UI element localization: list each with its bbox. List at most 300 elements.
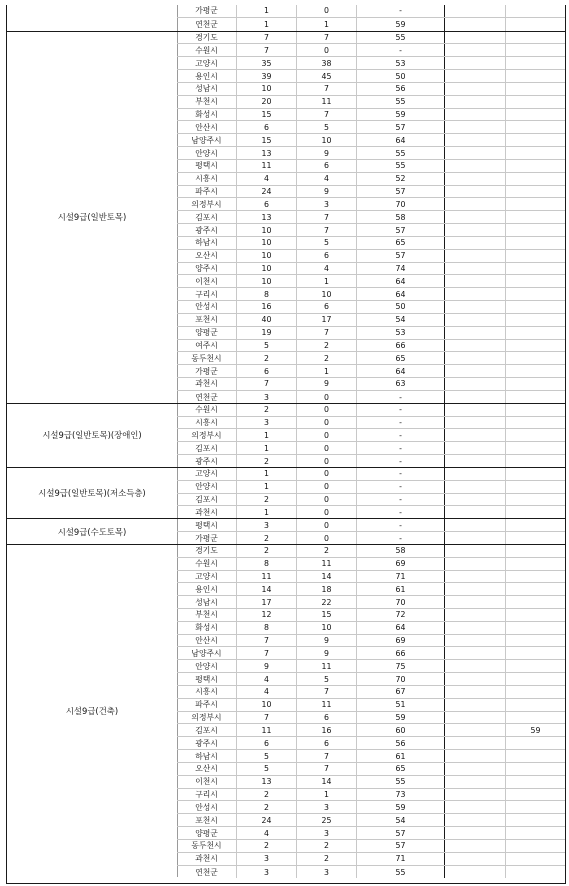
extra-col-1-cell (445, 5, 506, 17)
applicants-cell: 5 (237, 340, 297, 352)
region-cell: 성남시 (177, 596, 237, 608)
cutoff-score-cell: 64 (357, 365, 445, 377)
table-row (177, 109, 565, 122)
passed-cell: 7 (297, 763, 357, 775)
extra-col-1-cell (445, 288, 506, 300)
extra-col-1-cell (445, 724, 506, 736)
applicants-cell: 15 (237, 134, 297, 146)
passed-cell: 2 (297, 545, 357, 557)
applicants-cell: 2 (237, 545, 297, 557)
region-cell: 김포시 (177, 211, 237, 223)
applicants-cell: 19 (237, 327, 297, 339)
table-row (177, 583, 565, 596)
table-group (7, 518, 565, 544)
region-cell: 용인시 (177, 583, 237, 595)
cutoff-score-cell: 69 (357, 635, 445, 647)
passed-cell: 0 (297, 391, 357, 404)
passed-cell: 14 (297, 776, 357, 788)
passed-cell: 2 (297, 840, 357, 852)
applicants-cell: 1 (237, 442, 297, 454)
table-row (177, 327, 565, 340)
applicants-cell: 2 (237, 404, 297, 416)
extra-col-1-cell (445, 519, 506, 531)
extra-col-2-cell (506, 44, 565, 56)
cutoff-score-cell: 65 (357, 352, 445, 364)
passed-cell: 11 (297, 660, 357, 672)
region-cell: 안성시 (177, 301, 237, 313)
table-row (177, 673, 565, 686)
region-cell: 양평군 (177, 327, 237, 339)
table-row (177, 801, 565, 814)
table-row (177, 699, 565, 712)
extra-col-1-cell (445, 558, 506, 570)
region-cell: 화성시 (177, 109, 237, 121)
extra-col-1-cell (445, 571, 506, 583)
cutoff-score-cell: - (357, 519, 445, 531)
applicants-cell: 10 (237, 263, 297, 275)
exam-category-label (7, 5, 178, 31)
extra-col-1-cell (445, 18, 506, 31)
applicants-cell: 10 (237, 275, 297, 287)
passed-cell: 10 (297, 288, 357, 300)
extra-col-1-cell (445, 275, 506, 287)
region-cell: 안양시 (177, 660, 237, 672)
region-cell: 의정부시 (177, 429, 237, 441)
extra-col-1-cell (445, 840, 506, 852)
extra-col-2-cell (506, 32, 565, 44)
region-cell: 가평군 (177, 532, 237, 545)
passed-cell: 3 (297, 198, 357, 210)
region-cell: 연천군 (177, 391, 237, 404)
applicants-cell: 24 (237, 186, 297, 198)
exam-category-label: 시설9급(건축) (7, 545, 178, 878)
applicants-cell: 15 (237, 109, 297, 121)
extra-col-2-cell (506, 622, 565, 634)
table-row (177, 70, 565, 83)
cutoff-score-cell: 64 (357, 622, 445, 634)
passed-cell: 9 (297, 647, 357, 659)
extra-col-1-cell (445, 827, 506, 839)
cutoff-score-cell: 55 (357, 160, 445, 172)
extra-col-2-cell (506, 134, 565, 146)
region-cell: 양평군 (177, 827, 237, 839)
passed-cell: 7 (297, 32, 357, 44)
cutoff-score-cell: 67 (357, 686, 445, 698)
cutoff-score-cell: 56 (357, 83, 445, 95)
applicants-cell: 5 (237, 750, 297, 762)
table-row (177, 609, 565, 622)
cutoff-score-cell: 58 (357, 211, 445, 223)
cutoff-score-cell: - (357, 429, 445, 441)
cutoff-score-cell: 64 (357, 134, 445, 146)
region-cell: 과천시 (177, 506, 237, 519)
extra-col-1-cell (445, 699, 506, 711)
extra-col-2-cell (506, 468, 565, 480)
applicants-cell: 13 (237, 211, 297, 223)
table-row (177, 866, 565, 879)
extra-col-1-cell (445, 96, 506, 108)
cutoff-score-cell: 66 (357, 647, 445, 659)
cutoff-score-cell: 57 (357, 250, 445, 262)
region-cell: 수원시 (177, 404, 237, 416)
extra-col-1-cell (445, 673, 506, 685)
region-cell: 경기도 (177, 545, 237, 557)
extra-col-2-cell (506, 737, 565, 749)
region-cell: 구리시 (177, 288, 237, 300)
passed-cell: 5 (297, 673, 357, 685)
applicants-cell: 1 (237, 5, 297, 17)
table-row (177, 571, 565, 584)
table-row (177, 5, 565, 18)
table-row (177, 686, 565, 699)
table-group (7, 403, 565, 467)
extra-col-1-cell (445, 481, 506, 493)
applicants-cell: 2 (237, 532, 297, 545)
region-cell: 수원시 (177, 44, 237, 56)
applicants-cell: 10 (237, 237, 297, 249)
passed-cell: 0 (297, 532, 357, 545)
region-cell: 의정부시 (177, 712, 237, 724)
applicants-cell: 20 (237, 96, 297, 108)
passed-cell: 7 (297, 109, 357, 121)
table-row (177, 789, 565, 802)
extra-col-2-cell (506, 763, 565, 775)
applicants-cell: 6 (237, 737, 297, 749)
region-cell: 연천군 (177, 866, 237, 879)
applicants-cell: 3 (237, 519, 297, 531)
extra-col-2-cell (506, 519, 565, 531)
passed-cell: 2 (297, 352, 357, 364)
passed-cell: 1 (297, 365, 357, 377)
table-row (177, 18, 565, 31)
extra-col-1-cell (445, 121, 506, 133)
extra-col-2-cell (506, 314, 565, 326)
region-cell: 광주시 (177, 737, 237, 749)
extra-col-1-cell (445, 365, 506, 377)
passed-cell: 0 (297, 44, 357, 56)
extra-col-1-cell (445, 404, 506, 416)
passed-cell: 9 (297, 147, 357, 159)
table-row (177, 198, 565, 211)
extra-col-2-cell: 59 (530, 725, 541, 735)
region-cell: 양주시 (177, 263, 237, 275)
extra-col-1-cell (445, 301, 506, 313)
region-cell: 포천시 (177, 314, 237, 326)
extra-col-2-cell (506, 789, 565, 801)
passed-cell: 11 (297, 96, 357, 108)
extra-col-2-cell (506, 250, 565, 262)
region-cell: 파주시 (177, 699, 237, 711)
table-row (177, 83, 565, 96)
table-row (177, 352, 565, 365)
extra-col-2-cell (506, 121, 565, 133)
extra-col-2-cell (506, 70, 565, 82)
cutoff-score-cell: 65 (357, 237, 445, 249)
table-row (177, 481, 565, 494)
cutoff-score-cell: 57 (357, 827, 445, 839)
region-cell: 평택시 (177, 519, 237, 531)
results-table (6, 5, 566, 884)
extra-col-1-cell (445, 378, 506, 390)
extra-col-1-cell (445, 70, 506, 82)
table-row (177, 853, 565, 866)
region-cell: 구리시 (177, 789, 237, 801)
passed-cell: 6 (297, 160, 357, 172)
extra-col-2-cell (506, 647, 565, 659)
extra-col-1-cell (445, 109, 506, 121)
table-group (7, 5, 565, 31)
region-cell: 연천군 (177, 18, 237, 31)
region-cell: 용인시 (177, 70, 237, 82)
table-row (177, 724, 565, 737)
cutoff-score-cell: 50 (357, 301, 445, 313)
region-cell: 고양시 (177, 571, 237, 583)
applicants-cell: 16 (237, 301, 297, 313)
passed-cell: 1 (297, 789, 357, 801)
passed-cell: 9 (297, 186, 357, 198)
applicants-cell: 10 (237, 250, 297, 262)
table-row (177, 186, 565, 199)
extra-col-1-cell (445, 468, 506, 480)
extra-col-1-cell (445, 609, 506, 621)
table-row (177, 44, 565, 57)
passed-cell: 10 (297, 134, 357, 146)
passed-cell: 5 (297, 237, 357, 249)
cutoff-score-cell: 61 (357, 583, 445, 595)
extra-col-1-cell (445, 583, 506, 595)
cutoff-score-cell: 58 (357, 545, 445, 557)
extra-col-1-cell (445, 750, 506, 762)
applicants-cell: 1 (237, 481, 297, 493)
cutoff-score-cell: 69 (357, 558, 445, 570)
applicants-cell: 11 (237, 724, 297, 736)
region-cell: 광주시 (177, 224, 237, 236)
applicants-cell: 8 (237, 288, 297, 300)
cutoff-score-cell: 60 (357, 724, 445, 736)
applicants-cell: 3 (237, 853, 297, 865)
region-cell: 오산시 (177, 763, 237, 775)
region-cell: 가평군 (177, 365, 237, 377)
cutoff-score-cell: - (357, 404, 445, 416)
exam-category-label: 시설9급(일반토목)(장애인) (7, 404, 178, 467)
extra-col-2-cell (506, 301, 565, 313)
extra-col-1-cell (445, 494, 506, 506)
table-row (177, 545, 565, 558)
table-row (177, 404, 565, 417)
extra-col-1-cell (445, 776, 506, 788)
passed-cell: 0 (297, 506, 357, 519)
applicants-cell: 8 (237, 622, 297, 634)
region-cell: 성남시 (177, 83, 237, 95)
table-row (177, 840, 565, 853)
extra-col-2-cell (506, 263, 565, 275)
applicants-cell: 10 (237, 83, 297, 95)
applicants-cell: 39 (237, 70, 297, 82)
cutoff-score-cell: 55 (357, 776, 445, 788)
passed-cell: 10 (297, 622, 357, 634)
cutoff-score-cell: 57 (357, 186, 445, 198)
extra-col-1-cell (445, 250, 506, 262)
passed-cell: 1 (297, 18, 357, 31)
cutoff-score-cell: - (357, 417, 445, 429)
passed-cell: 0 (297, 481, 357, 493)
passed-cell: 5 (297, 121, 357, 133)
applicants-cell: 2 (237, 455, 297, 468)
table-row (177, 622, 565, 635)
extra-col-1-cell (445, 327, 506, 339)
extra-col-2-cell (506, 417, 565, 429)
extra-col-1-cell (445, 44, 506, 56)
extra-col-2-cell (506, 596, 565, 608)
applicants-cell: 10 (237, 224, 297, 236)
cutoff-score-cell: 70 (357, 596, 445, 608)
table-row (177, 301, 565, 314)
region-cell: 부천시 (177, 609, 237, 621)
extra-col-2-cell (506, 211, 565, 223)
extra-col-2-cell (506, 404, 565, 416)
extra-col-1-cell (445, 596, 506, 608)
extra-col-1-cell (445, 429, 506, 441)
extra-col-2-cell (506, 288, 565, 300)
cutoff-score-cell: 55 (357, 32, 445, 44)
region-cell: 수원시 (177, 558, 237, 570)
region-cell: 하남시 (177, 237, 237, 249)
extra-col-2-cell (506, 378, 565, 390)
cutoff-score-cell: - (357, 5, 445, 17)
extra-col-2-cell (506, 609, 565, 621)
cutoff-score-cell: 72 (357, 609, 445, 621)
passed-cell: 7 (297, 211, 357, 223)
extra-col-2-cell (506, 776, 565, 788)
cutoff-score-cell: 54 (357, 314, 445, 326)
table-row (177, 814, 565, 827)
passed-cell: 18 (297, 583, 357, 595)
applicants-cell: 1 (237, 506, 297, 519)
region-cell: 김포시 (177, 494, 237, 506)
extra-col-1-cell (445, 763, 506, 775)
table-row (177, 378, 565, 391)
region-cell: 광주시 (177, 455, 237, 468)
passed-cell: 0 (297, 404, 357, 416)
extra-col-1-cell (445, 789, 506, 801)
cutoff-score-cell: 70 (357, 673, 445, 685)
passed-cell: 22 (297, 596, 357, 608)
extra-col-1-cell (445, 866, 506, 879)
passed-cell: 11 (297, 558, 357, 570)
passed-cell: 17 (297, 314, 357, 326)
exam-category-label: 시설9급(일반토목) (7, 32, 178, 403)
applicants-cell: 8 (237, 558, 297, 570)
cutoff-score-cell: 59 (357, 801, 445, 813)
table-row (177, 237, 565, 250)
extra-col-2-cell (506, 660, 565, 672)
cutoff-score-cell: 53 (357, 57, 445, 69)
cutoff-score-cell: - (357, 468, 445, 480)
table-row (177, 121, 565, 134)
table-row (177, 32, 565, 45)
extra-col-2-cell (506, 198, 565, 210)
table-row (177, 712, 565, 725)
extra-col-1-cell (445, 32, 506, 44)
passed-cell: 7 (297, 686, 357, 698)
table-group (7, 467, 565, 518)
applicants-cell: 6 (237, 365, 297, 377)
extra-col-2-cell (506, 481, 565, 493)
region-cell: 안양시 (177, 481, 237, 493)
passed-cell: 0 (297, 5, 357, 17)
table-row (177, 596, 565, 609)
passed-cell: 9 (297, 378, 357, 390)
applicants-cell: 7 (237, 635, 297, 647)
passed-cell: 11 (297, 699, 357, 711)
cutoff-score-cell: 57 (357, 224, 445, 236)
table-row (177, 468, 565, 481)
passed-cell: 16 (297, 724, 357, 736)
extra-col-2-cell (506, 827, 565, 839)
applicants-cell: 7 (237, 378, 297, 390)
cutoff-score-cell: 54 (357, 814, 445, 826)
extra-col-1-cell (445, 83, 506, 95)
applicants-cell: 3 (237, 866, 297, 879)
cutoff-score-cell: - (357, 506, 445, 519)
cutoff-score-cell: 56 (357, 737, 445, 749)
extra-col-2-cell (506, 173, 565, 185)
table-row (177, 57, 565, 70)
extra-col-2-cell (506, 224, 565, 236)
applicants-cell: 1 (237, 468, 297, 480)
cutoff-score-cell: 64 (357, 275, 445, 287)
region-cell: 김포시 (177, 724, 237, 736)
passed-cell: 3 (297, 801, 357, 813)
region-cell: 여주시 (177, 340, 237, 352)
passed-cell: 7 (297, 83, 357, 95)
cutoff-score-cell: - (357, 391, 445, 404)
cutoff-score-cell: 59 (357, 18, 445, 31)
passed-cell: 9 (297, 635, 357, 647)
passed-cell: 4 (297, 173, 357, 185)
cutoff-score-cell: 55 (357, 147, 445, 159)
passed-cell: 0 (297, 417, 357, 429)
passed-cell: 0 (297, 455, 357, 468)
extra-col-1-cell (445, 352, 506, 364)
passed-cell: 7 (297, 224, 357, 236)
table-row (177, 224, 565, 237)
passed-cell: 25 (297, 814, 357, 826)
table-row (177, 737, 565, 750)
extra-col-2-cell (506, 853, 565, 865)
extra-col-1-cell (445, 853, 506, 865)
extra-col-1-cell (445, 147, 506, 159)
extra-col-1-cell (445, 635, 506, 647)
extra-col-2-cell (506, 545, 565, 557)
cutoff-score-cell: - (357, 44, 445, 56)
table-row (177, 134, 565, 147)
region-cell: 의정부시 (177, 198, 237, 210)
cutoff-score-cell: 50 (357, 70, 445, 82)
table-row (177, 160, 565, 173)
cutoff-score-cell: 59 (357, 109, 445, 121)
applicants-cell: 40 (237, 314, 297, 326)
applicants-cell: 3 (237, 417, 297, 429)
region-cell: 고양시 (177, 468, 237, 480)
extra-col-1-cell (445, 545, 506, 557)
region-cell: 파주시 (177, 186, 237, 198)
passed-cell: 6 (297, 250, 357, 262)
extra-col-2-cell (506, 57, 565, 69)
cutoff-score-cell: - (357, 455, 445, 468)
table-row (177, 417, 565, 430)
cutoff-score-cell: 71 (357, 853, 445, 865)
